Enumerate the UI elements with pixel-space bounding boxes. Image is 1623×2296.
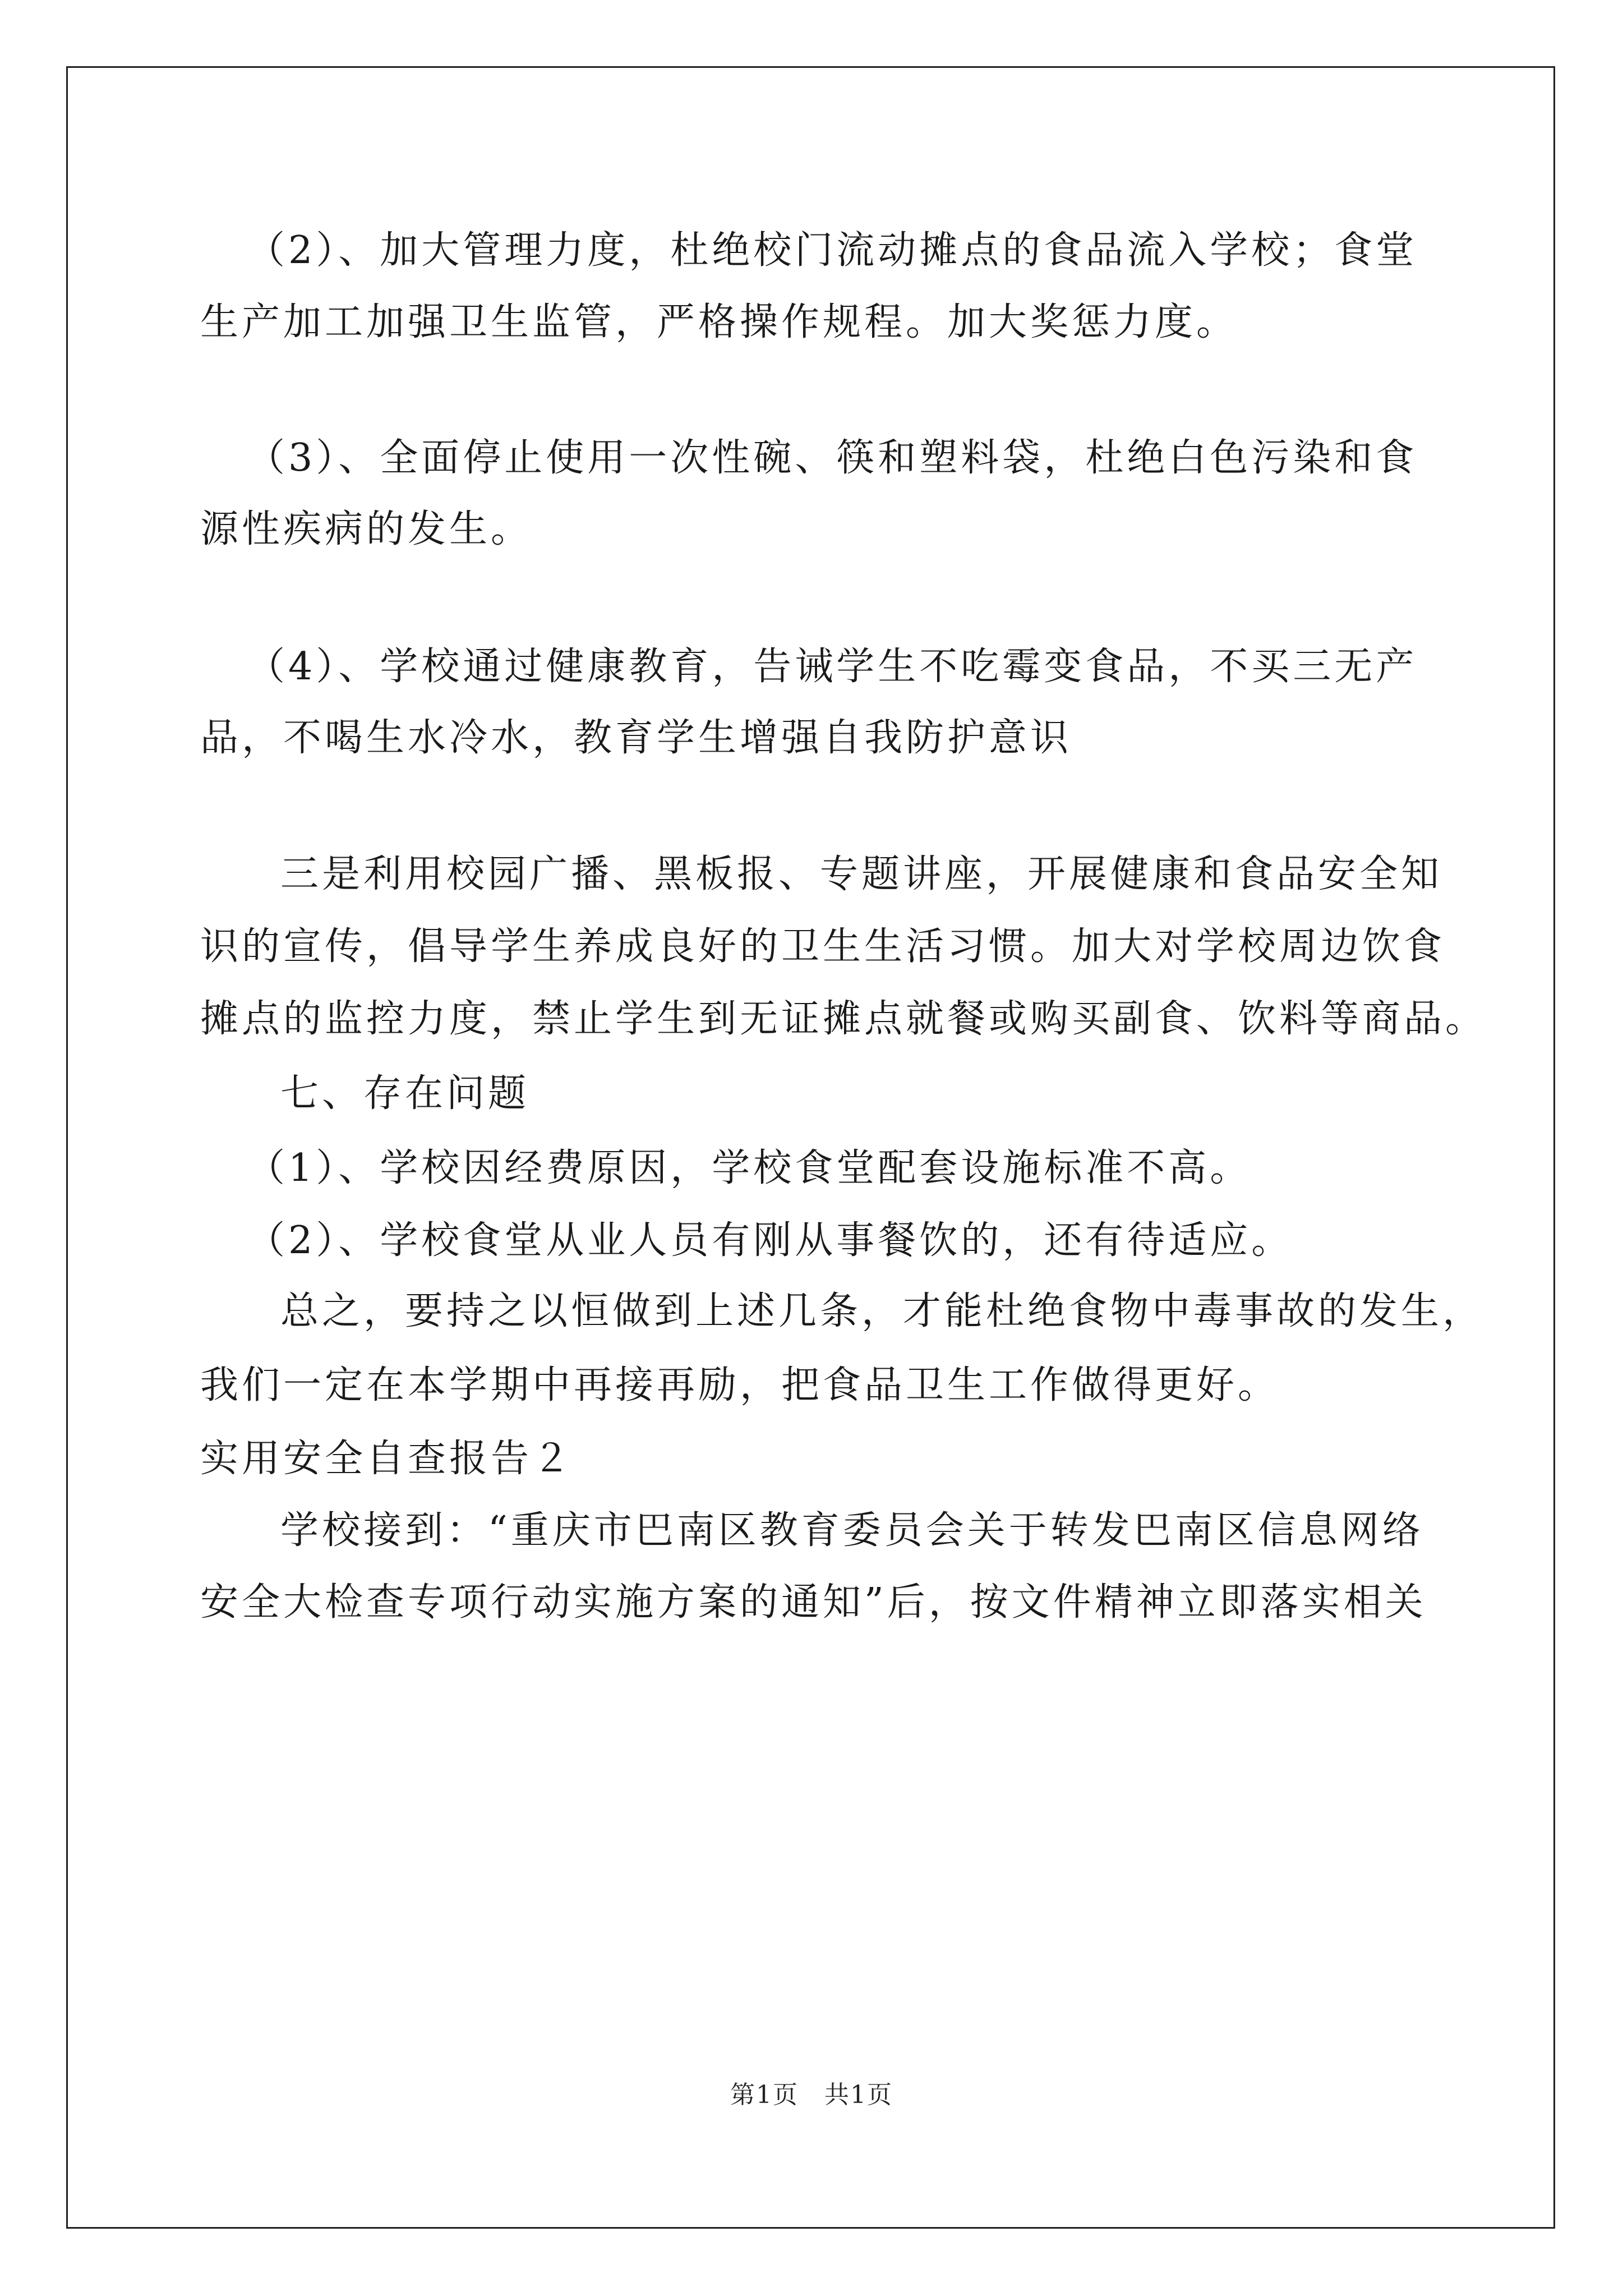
paragraph-line: （2）、加大管理力度，杜绝校门流动摊点的食品流入学校；食堂 <box>247 228 1418 273</box>
paragraph-line: 三是利用校园广播、黑板报、专题讲座，开展健康和食品安全知 <box>280 852 1443 896</box>
report-title: 实用安全自查报告２ <box>200 1437 574 1481</box>
paragraph-line: 源性疾病的发生。 <box>200 507 533 551</box>
paragraph-line: （1）、学校因经费原因，学校食堂配套设施标准不高。 <box>247 1146 1252 1190</box>
paragraph-line: 生产加工加强卫生监管，严格操作规程。加大奖惩力度。 <box>200 300 1238 344</box>
paragraph-line: 摊点的监控力度，禁止学生到无证摊点就餐或购买副食、饮料等商品。 <box>200 997 1487 1041</box>
section-heading: 七、存在问题 <box>280 1071 530 1116</box>
paragraph-line: （2）、学校食堂从业人员有刚从事餐饮的，还有待适应。 <box>247 1218 1293 1263</box>
page-number-footer: 第1页 共1页 <box>730 2081 893 2109</box>
paragraph-line: 识的宣传，倡导学生养成良好的卫生生活习惯。加大对学校周边饮食 <box>200 924 1446 969</box>
paragraph-line: （4）、学校通过健康教育，告诫学生不吃霉变食品，不买三无产 <box>247 645 1418 689</box>
paragraph-line: 安全大检查专项行动实施方案的通知”后，按文件精神立即落实相关 <box>200 1580 1427 1625</box>
paragraph-line: 总之，要持之以恒做到上述几条，才能杜绝食物中毒事故的发生， <box>280 1289 1484 1333</box>
paragraph-line: 我们一定在本学期中再接再励，把食品卫生工作做得更好。 <box>200 1363 1280 1407</box>
paragraph-line: 品，不喝生水冷水，教育学生增强自我防护意识 <box>200 716 1072 760</box>
paragraph-line: 学校接到：“重庆市巴南区教育委员会关于转发巴南区信息网络 <box>280 1508 1424 1553</box>
paragraph-line: （3）、全面停止使用一次性碗、筷和塑料袋，杜绝白色污染和食 <box>247 436 1418 480</box>
